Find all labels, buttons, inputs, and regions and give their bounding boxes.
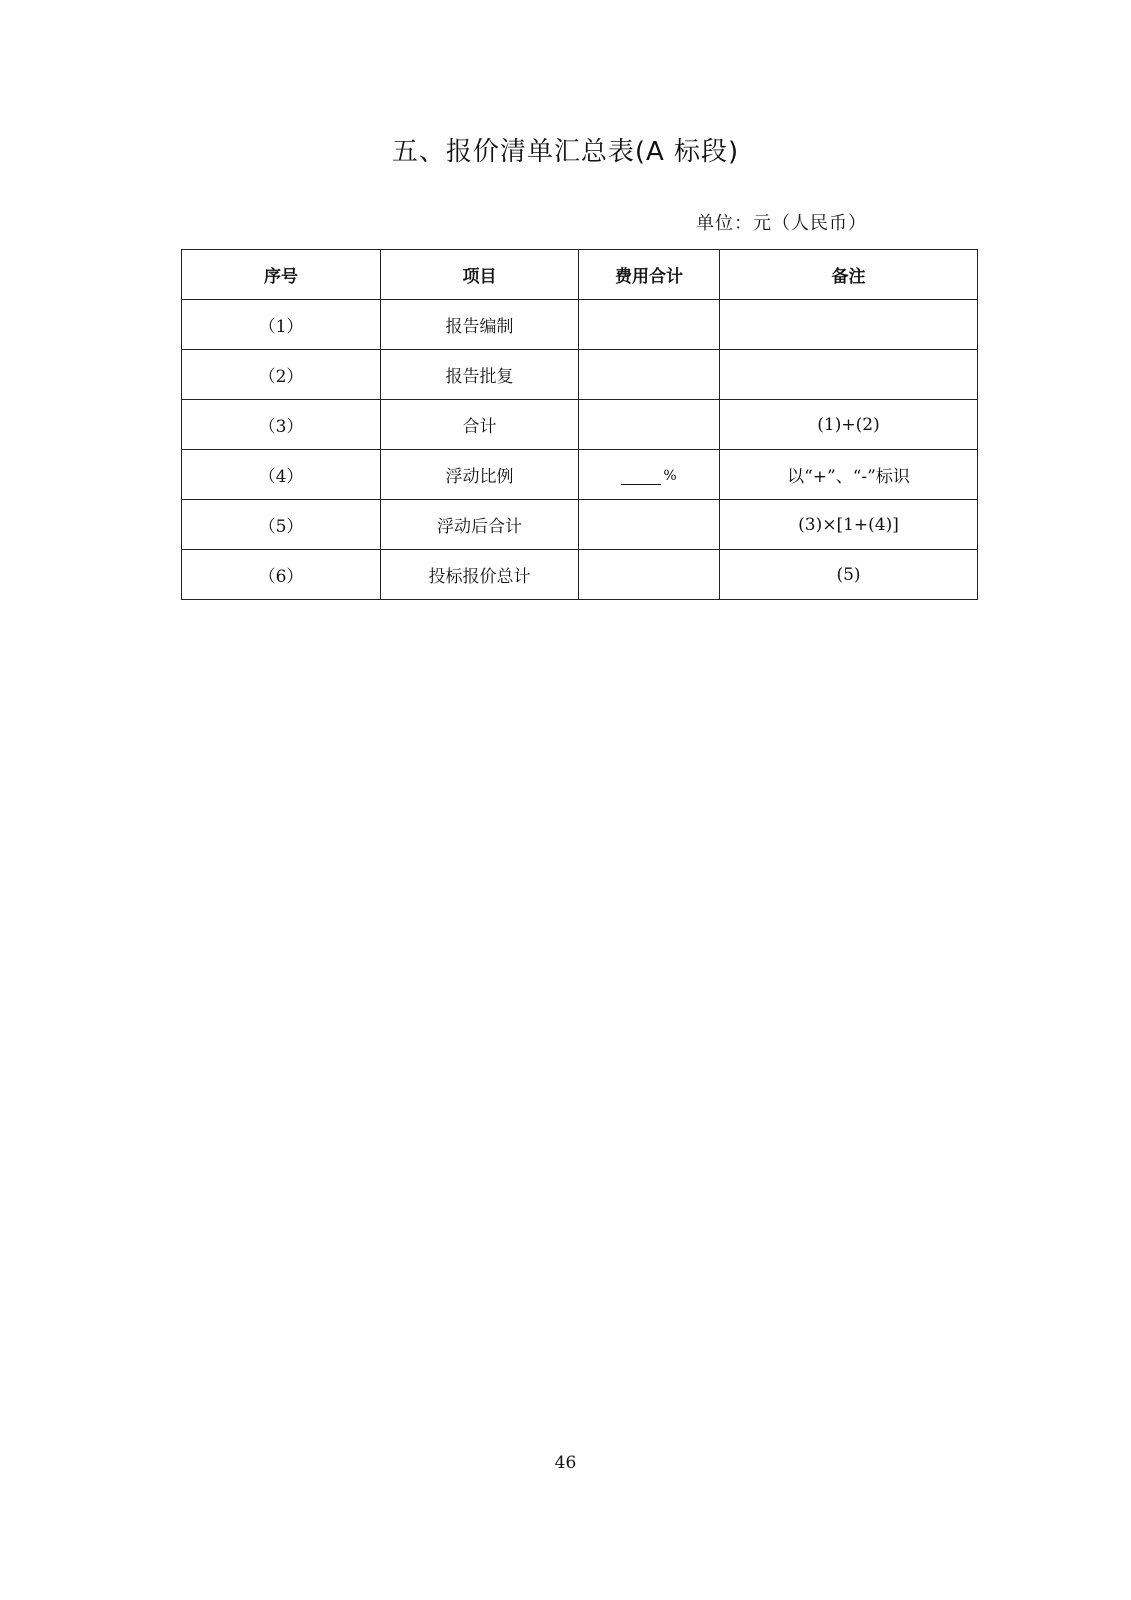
cell-remark: (3)×[1+(4)] (720, 500, 978, 550)
cell-item: 报告编制 (381, 300, 579, 350)
cell-item: 合计 (381, 400, 579, 450)
page-number: 46 (554, 1453, 577, 1473)
cell-no: （5） (182, 500, 381, 550)
cell-remark: 以“+”、“-”标识 (720, 450, 978, 500)
cell-remark (720, 350, 978, 400)
cell-remark (720, 300, 978, 350)
table-row (182, 400, 978, 450)
cell-cost (579, 550, 720, 600)
percent-sign: % (663, 467, 677, 484)
cell-cost (579, 400, 720, 450)
cell-no: （6） (182, 550, 381, 600)
header-remark: 备注 (720, 250, 978, 300)
cell-no: （4） (182, 450, 381, 500)
cell-item: 浮动后合计 (381, 500, 579, 550)
currency-unit-label: 单位：元（人民币） (696, 213, 867, 234)
page-title: 五、报价清单汇总表(A 标段) (391, 137, 740, 167)
fill-in-blank (621, 466, 661, 485)
cell-cost (579, 500, 720, 550)
table-row (182, 550, 978, 600)
cell-no: （3） (182, 400, 381, 450)
cell-remark: (5) (720, 550, 978, 600)
cell-cost (579, 300, 720, 350)
cell-cost (579, 350, 720, 400)
header-cost: 费用合计 (579, 250, 720, 300)
cell-cost (579, 450, 720, 500)
cell-item: 投标报价总计 (381, 550, 579, 600)
table-row (182, 350, 978, 400)
header-item: 项目 (381, 250, 579, 300)
table-row (182, 500, 978, 550)
cell-item: 报告批复 (381, 350, 579, 400)
table-row (182, 450, 978, 500)
cell-remark: (1)+(2) (720, 400, 978, 450)
cell-item: 浮动比例 (381, 450, 579, 500)
table-header-row (182, 250, 978, 300)
quote-summary-table (181, 249, 978, 600)
table-row (182, 300, 978, 350)
cell-no: （2） (182, 350, 381, 400)
cell-no: （1） (182, 300, 381, 350)
header-no: 序号 (182, 250, 381, 300)
